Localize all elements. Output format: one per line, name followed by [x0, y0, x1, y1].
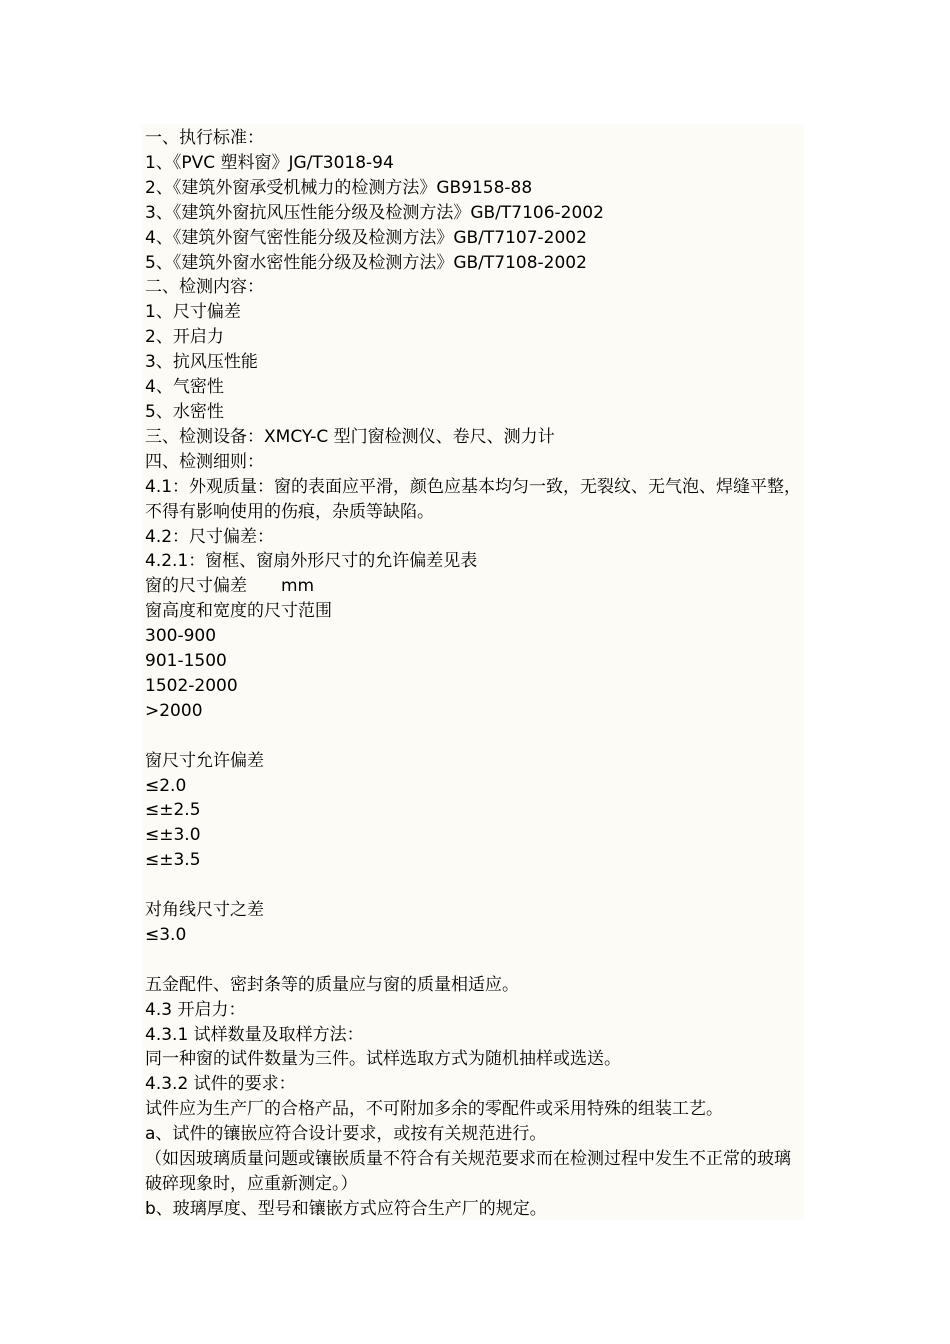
range-value: 1502-2000	[145, 675, 238, 696]
tolerance-value: ≤±3.0	[145, 825, 201, 846]
content-item: 5、水密性	[145, 401, 224, 422]
standard-item: 2、《建筑外窗承受机械力的检测方法》GB9158-88	[145, 177, 533, 198]
blank-line	[145, 948, 807, 973]
content-item: 4、气密性	[145, 377, 224, 398]
sample-text: 同一种窗的试件数量为三件。试样选取方式为随机抽样或选送。	[145, 1049, 621, 1070]
blank-line	[145, 873, 807, 898]
size-subheading: 4.2.1：窗框、窗扇外形尺寸的允许偏差见表	[145, 551, 478, 572]
table-title: 窗的尺寸偏差 mm	[145, 576, 315, 597]
details-heading: 四、检测细则：	[145, 451, 264, 472]
tolerance-value: ≤2.0	[145, 775, 187, 796]
sample-heading: 4.3.1 试样数量及取样方法：	[145, 1024, 364, 1045]
content-item: 2、开启力	[145, 327, 224, 348]
requirements-text: 试件应为生产厂的合格产品，不可附加多余的零配件或采用特殊的组装工艺。	[145, 1099, 723, 1120]
size-heading: 4.2：尺寸偏差：	[145, 526, 275, 547]
opening-heading: 4.3 开启力：	[145, 999, 246, 1020]
hardware-note: 五金配件、密封条等的质量应与窗的质量相适应。	[145, 974, 519, 995]
appearance-paragraph: 4.1：外观质量：窗的表面应平滑，颜色应基本均匀一致，无裂纹、无气泡、焊缝平整，不得有影响使用的伤痕，杂质等缺陷。	[145, 476, 802, 522]
range-value: 300-900	[145, 626, 217, 647]
range-value: >2000	[145, 700, 203, 721]
requirement-b: b、玻璃厚度、型号和镶嵌方式应符合生产厂的规定。	[145, 1198, 547, 1219]
document-body	[145, 126, 807, 1222]
requirement-a: a、试件的镶嵌应符合设计要求，或按有关规范进行。	[145, 1124, 547, 1145]
tolerance-header: 窗尺寸允许偏差	[145, 750, 264, 771]
diagonal-value: ≤3.0	[145, 924, 187, 945]
standards-heading: 一、执行标准：	[145, 128, 264, 148]
standard-item: 1、《PVC 塑料窗》JG/T3018-94	[145, 152, 394, 173]
requirements-heading: 4.3.2 试件的要求：	[145, 1074, 296, 1095]
requirement-note: （如因玻璃质量问题或镶嵌质量不符合有关规范要求而在检测过程中发生不正常的玻璃破碎现象时，应重新测定。）	[145, 1149, 791, 1195]
diagonal-header: 对角线尺寸之差	[145, 900, 264, 921]
content-item: 1、尺寸偏差	[145, 302, 241, 323]
standard-item: 3、《建筑外窗抗风压性能分级及检测方法》GB/T7106-2002	[145, 202, 604, 223]
equipment-line: 三、检测设备：XMCY-C 型门窗检测仪、卷尺、测力计	[145, 426, 555, 447]
tolerance-value: ≤±3.5	[145, 850, 201, 871]
content-heading: 二、检测内容：	[145, 277, 264, 298]
tolerance-value: ≤±2.5	[145, 800, 201, 821]
standard-item: 4、《建筑外窗气密性能分级及检测方法》GB/T7107-2002	[145, 227, 587, 248]
blank-line	[145, 724, 807, 749]
range-header: 窗高度和宽度的尺寸范围	[145, 601, 332, 622]
content-item: 3、抗风压性能	[145, 352, 258, 373]
standard-item: 5、《建筑外窗水密性能分级及检测方法》GB/T7108-2002	[145, 252, 587, 273]
range-value: 901-1500	[145, 651, 227, 672]
